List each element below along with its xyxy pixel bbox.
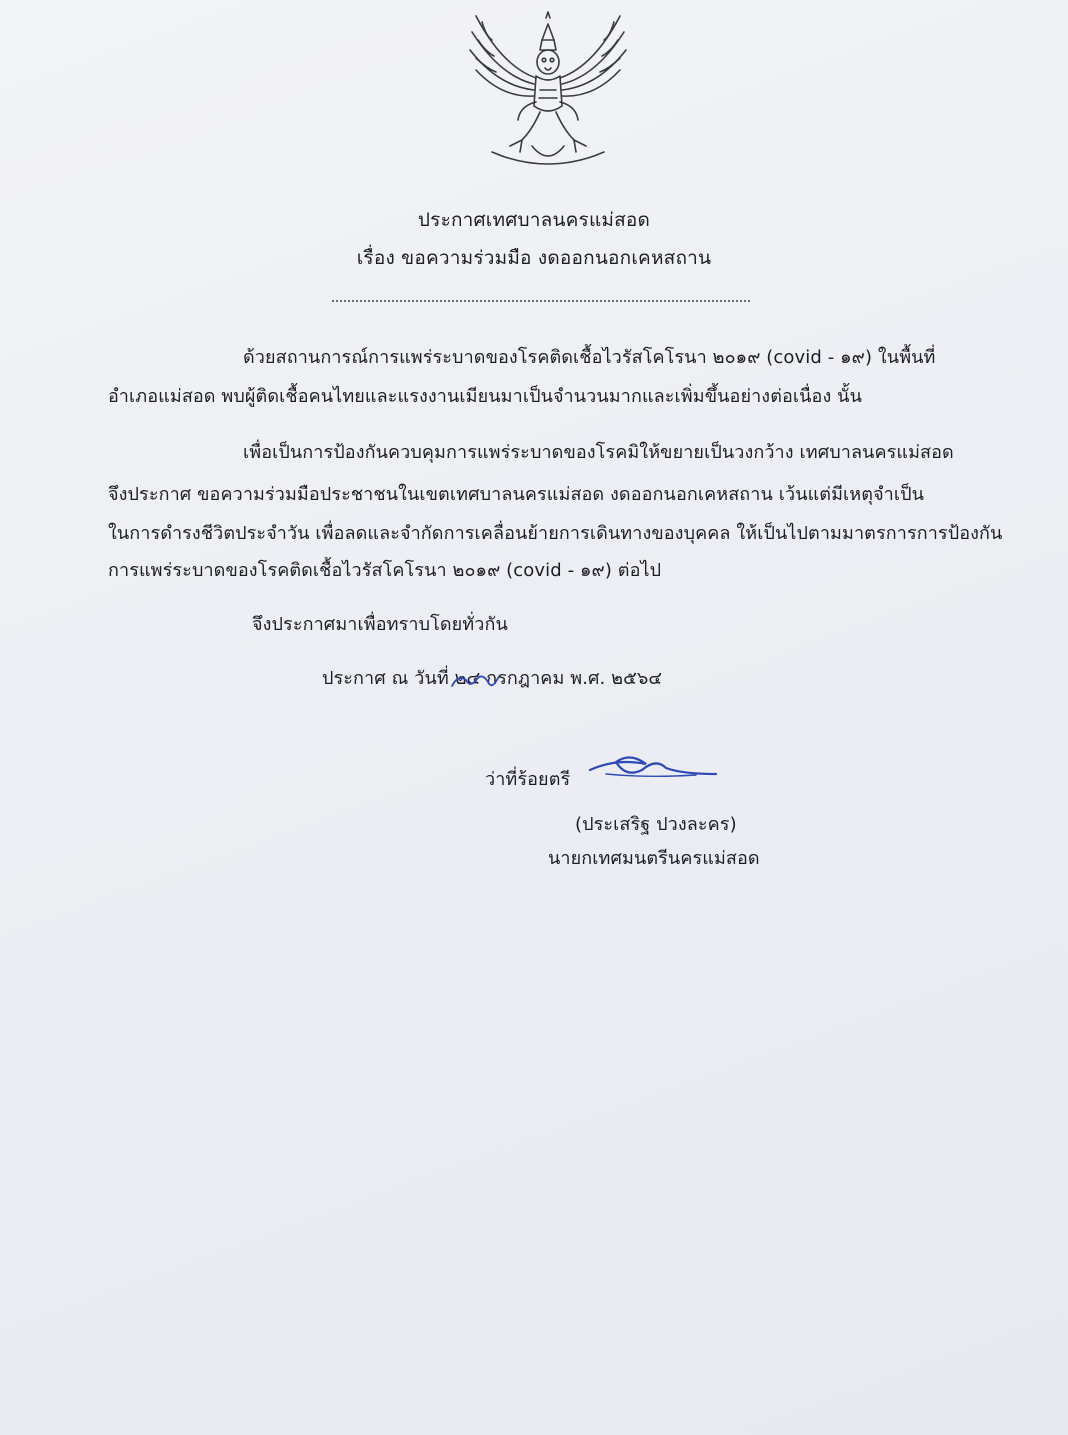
paragraph2-line1: เพื่อเป็นการป้องกันควบคุมการแพร่ระบาดของโรคมิให้ขยายเป็นวงกว้าง เทศบาลนครแม่สอด bbox=[243, 442, 954, 463]
announcement-date: ประกาศ ณ วันที่ ๒๔ กรกฎาคม พ.ศ. ๒๕๖๔ bbox=[322, 668, 663, 689]
paragraph2-line2: จึงประกาศ ขอความร่วมมือประชาชนในเขตเทศบาลนครแม่สอด งดออกนอกเคหสถาน เว้นแต่มีเหตุจำเป็น bbox=[108, 484, 924, 505]
paragraph1-line1: ด้วยสถานการณ์การแพร่ระบาดของโรคติดเชื้อไวรัสโคโรนา ๒๐๑๙ (covid - ๑๙) ในพื้นที่ bbox=[243, 347, 936, 368]
document-title: ประกาศเทศบาลนครแม่สอด bbox=[417, 209, 651, 231]
paragraph1-line2: อำเภอแม่สอด พบผู้ติดเชื้อคนไทยและแรงงานเมียนมาเป็นจำนวนมากและเพิ่มขึ้นอย่างต่อเนื่อง นั้น bbox=[108, 386, 862, 407]
signature-mark bbox=[586, 748, 746, 788]
signer-position: นายกเทศมนตรีนครแม่สอด bbox=[548, 848, 760, 869]
signer-name: (ประเสริฐ ปวงละคร) bbox=[575, 814, 737, 835]
garuda-emblem-icon bbox=[462, 6, 634, 178]
document-subject: เรื่อง ขอความร่วมมือ งดออกนอกเคหสถาน bbox=[356, 247, 712, 269]
signer-rank: ว่าที่ร้อยตรี bbox=[485, 769, 571, 790]
dotted-divider bbox=[332, 300, 750, 302]
paragraph2-line4: การแพร่ระบาดของโรคติดเชื้อไวรัสโคโรนา ๒๐๑๙ (covid - ๑๙) ต่อไป bbox=[108, 560, 662, 581]
closing-line: จึงประกาศมาเพื่อทราบโดยทั่วกัน bbox=[252, 614, 508, 635]
paragraph2-line3: ในการดำรงชีวิตประจำวัน เพื่อลดและจำกัดการเคลื่อนย้ายการเดินทางของบุคคล ให้เป็นไปตามมาตรการการป้องกัน bbox=[108, 523, 1003, 544]
handwritten-date-mark bbox=[446, 666, 506, 694]
